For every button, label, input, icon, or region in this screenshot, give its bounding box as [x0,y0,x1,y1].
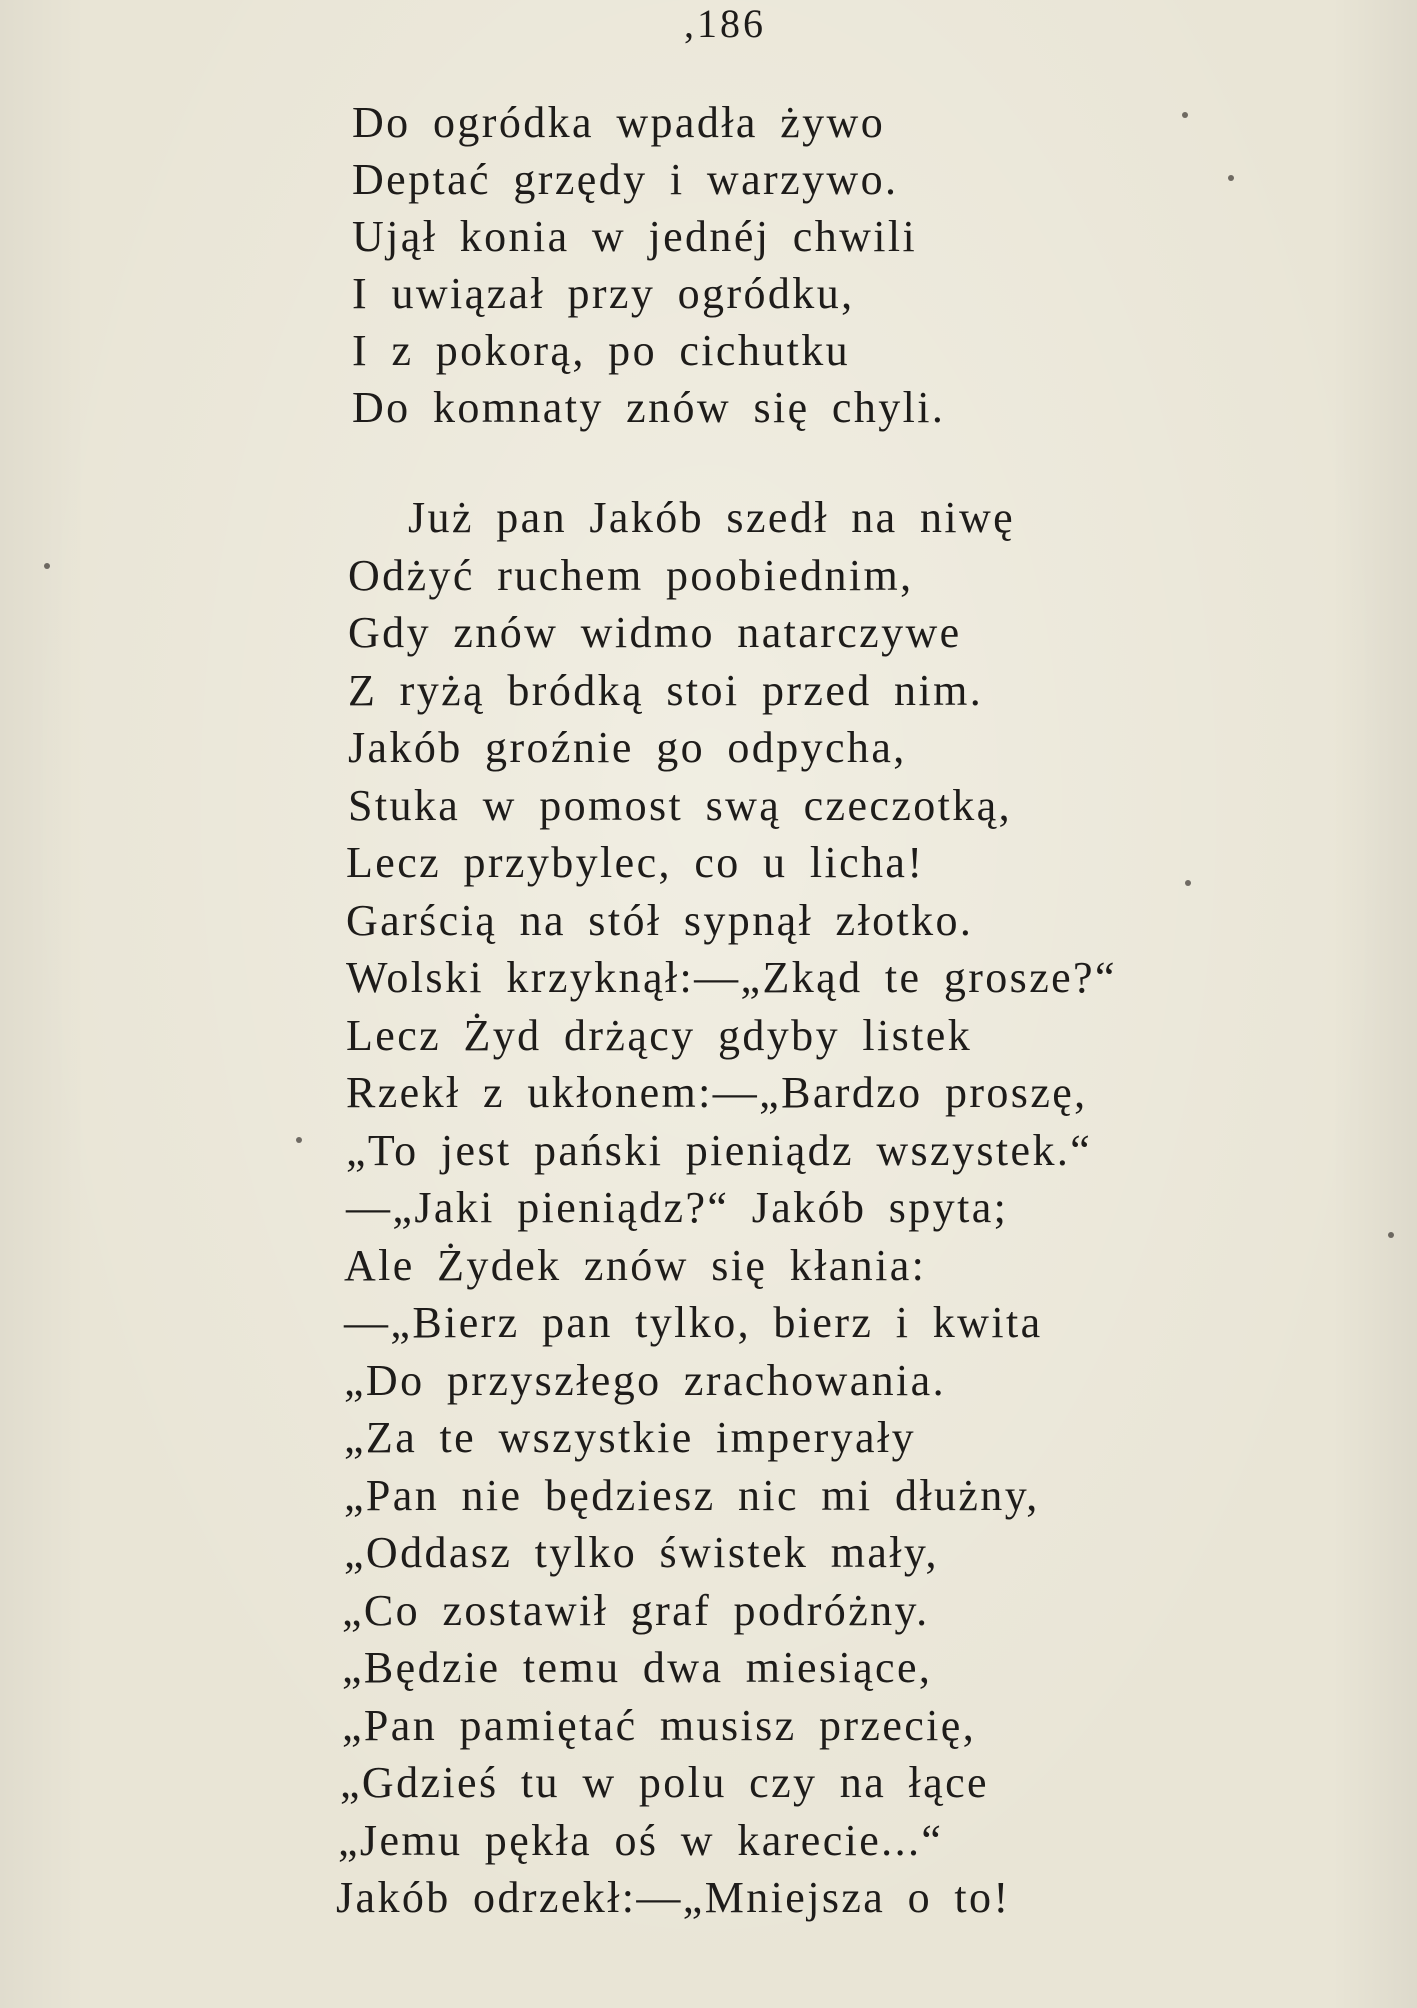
poem-line: Ujął konia w jednéj chwili [352,212,918,261]
poem-line: Do komnaty znów się chyli. [352,383,946,432]
paper-speck [1228,175,1234,181]
poem-line: „To jest pański pieniądz wszystek.“ [346,1125,1093,1175]
poem-line: Stuka w pomost swą czeczotką, [348,780,1013,830]
poem-line: Już pan Jakób szedł na niwę [408,493,1016,542]
poem-line: Z ryżą bródką stoi przed nim. [348,665,984,715]
poem-line: Do ogródka wpadła żywo [352,98,886,147]
poem-line: „Co zostawił graf podróżny. [342,1585,930,1635]
poem-line: Gdy znów widmo natarczywe [348,608,962,657]
poem-line: Jakób groźnie go odpycha, [348,723,907,772]
poem-line: I z pokorą, po cichutku [352,326,851,375]
poem-line: I uwiązał przy ogródku, [352,269,855,318]
poem-line: Jakób odrzekł:—„Mniejsza o to! [336,1873,1011,1922]
paper-speck [1182,112,1188,118]
poem-line: Deptać grzędy i warzywo. [352,155,899,204]
poem-line: Lecz przybylec, co u licha! [346,838,925,887]
poem-line: „Oddasz tylko świstek mały, [344,1528,939,1577]
page-number: ,186 [684,1,766,46]
poem-line: „Za te wszystkie imperyały [344,1413,917,1462]
paper-speck [44,563,50,569]
poem-line: „Będzie temu dwa miesiące, [342,1643,933,1692]
paper-speck [1388,1232,1394,1238]
poem-line: Ale Żydek znów się kłania: [344,1240,927,1290]
poem-line: „Do przyszłego zrachowania. [344,1355,946,1405]
poem-line: „Jemu pękła oś w karecie...“ [338,1815,944,1865]
poem-line: Wolski krzyknął:—„Zkąd te grosze?“ [346,953,1117,1002]
poem-line: „Pan nie będziesz nic mi dłużny, [344,1470,1040,1520]
paper-speck [296,1137,302,1143]
poem-line: „Pan pamiętać musisz przecię, [342,1700,977,1750]
paper-speck [1185,880,1191,886]
poem-line: —„Bierz pan tylko, bierz i kwita [344,1298,1043,1347]
poem-line: Garścią na stół sypnął złotko. [346,895,974,945]
poem-line: „Gdzieś tu w polu czy na łące [340,1758,989,1807]
poem-line: —„Jaki pieniądz?“ Jakób spyta; [346,1183,1009,1232]
poem-line: Odżyć ruchem poobiednim, [348,550,914,600]
poem-line: Rzekł z ukłonem:—„Bardzo proszę, [346,1068,1088,1117]
poem-line: Lecz Żyd drżący gdyby listek [346,1010,973,1060]
